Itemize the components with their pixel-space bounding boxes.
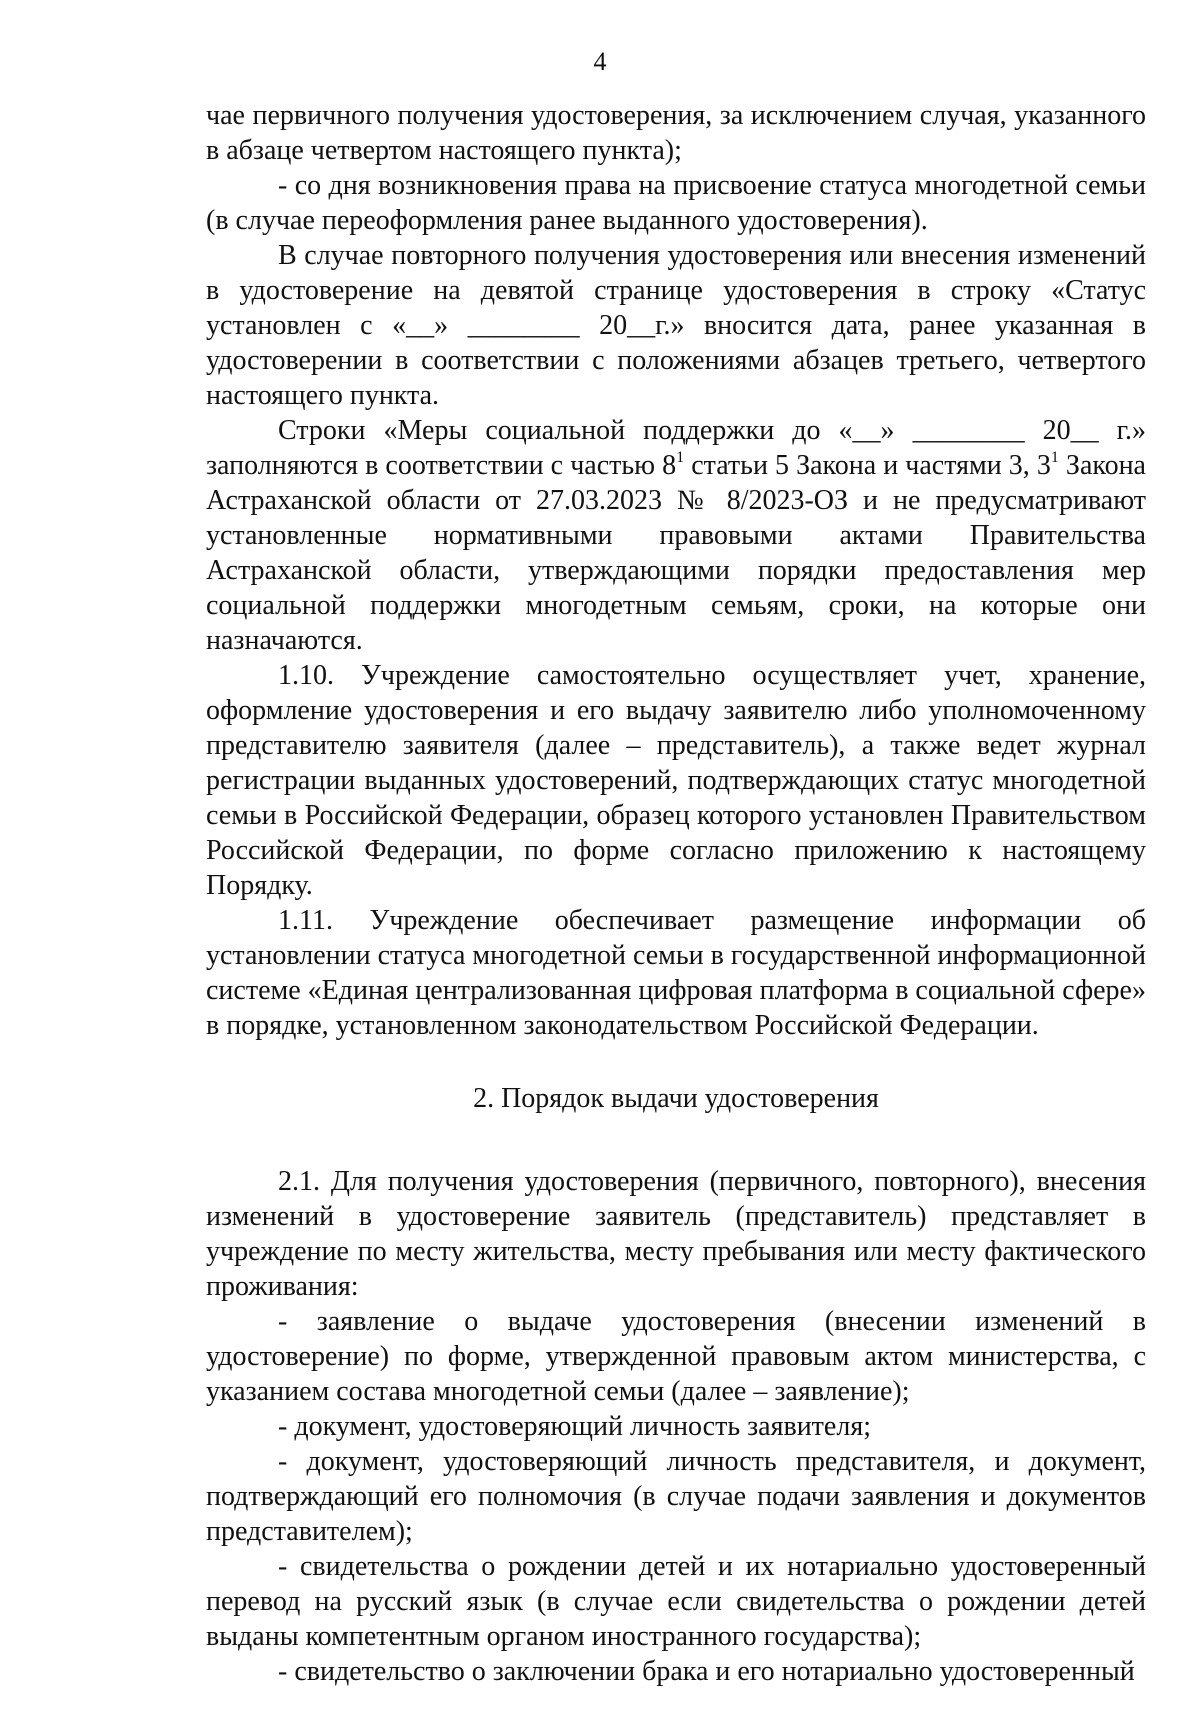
list-item: - свидетельства о рождении детей и их нотариально удостоверенный перевод на русский язык (в случае если свидетельства о рождении детей выданы компетентным органом иностранного государства); [206, 1551, 1146, 1652]
paragraph: В случае повторного получения удостоверения или внесения изменений в удостоверение на девятой странице удостоверения в строку «Статус установлен с «__» ________ 20__г.» вносится дата, ранее указанная в удостоверении в соответствии с положениями абзацев третьего, четвертого настоящего пункта. [206, 240, 1146, 411]
list-item: - свидетельство о заключении брака и его нотариально удостоверенный [278, 1656, 1135, 1687]
document-body [206, 98, 1146, 1689]
list-item: - заявление о выдаче удостоверения (внесении изменений в удостоверение) по форме, утвержденной правовым актом министерства, с указанием состава многодетной семьи (далее – заявление); [206, 1306, 1146, 1407]
list-item: - документ, удостоверяющий личность заявителя; [278, 1411, 871, 1442]
paragraph-continuation: чае первичного получения удостоверения, за исключением случая, указанного в абзаце четвертом настоящего пункта); [206, 100, 1146, 166]
text-fragment: Строки «Меры социальной поддержки до «__» ________ 20__ г.» заполняются в соответствии с частью 8 [206, 415, 1146, 481]
text-fragment: статьи 5 Закона и частями 3, 3 [684, 450, 1051, 481]
section-heading: 2. Порядок выдачи удостоверения [473, 1083, 879, 1114]
paragraph-2-1: 2.1. Для получения удостоверения (первичного, повторного), внесения изменений в удостоверение заявитель (представитель) представляет в учреждение по месту жительства, месту пребывания или месту фактического проживания: [206, 1166, 1146, 1302]
superscript: 1 [1050, 448, 1059, 466]
page-number: 4 [593, 47, 607, 76]
paragraph-1-10: 1.10. Учреждение самостоятельно осуществляет учет, хранение, оформление удостоверения и его выдачу заявителю либо уполномоченному представителю заявителя (далее – представитель), а также ведет журнал регистрации выданных удостоверений, подтверждающих статус многодетной семьи в Российской Федерации, образец которого установлен Правительством Российской Федерации, по форме согласно приложению к настоящему Порядку. [206, 660, 1146, 901]
paragraph-social-support-measures [206, 413, 1146, 658]
list-item: - документ, удостоверяющий личность представителя, и документ, подтверждающий его полномочия (в случае подачи заявления и документов представителем); [206, 1446, 1146, 1547]
paragraph-1-11: 1.11. Учреждение обеспечивает размещение информации об установлении статуса многодетной семьи в государственной информационной системе «Единая централизованная цифровая платформа в социальной сфере» в порядке, установленном законодательством Российской Федерации. [206, 905, 1146, 1041]
text-fragment: Закона Астраханской области от 27.03.2023 № 8/2023-ОЗ и не предусматривают установленные нормативными правовыми актами Правительства Астраханской области, утверждающими порядки предоставления мер социальной поддержки многодетным семьям, сроки, на которые они назначаются. [206, 450, 1146, 656]
paragraph: - со дня возникновения права на присвоение статуса многодетной семьи (в случае переоформления ранее выданного удостоверения). [206, 170, 1146, 236]
superscript: 1 [676, 448, 685, 466]
